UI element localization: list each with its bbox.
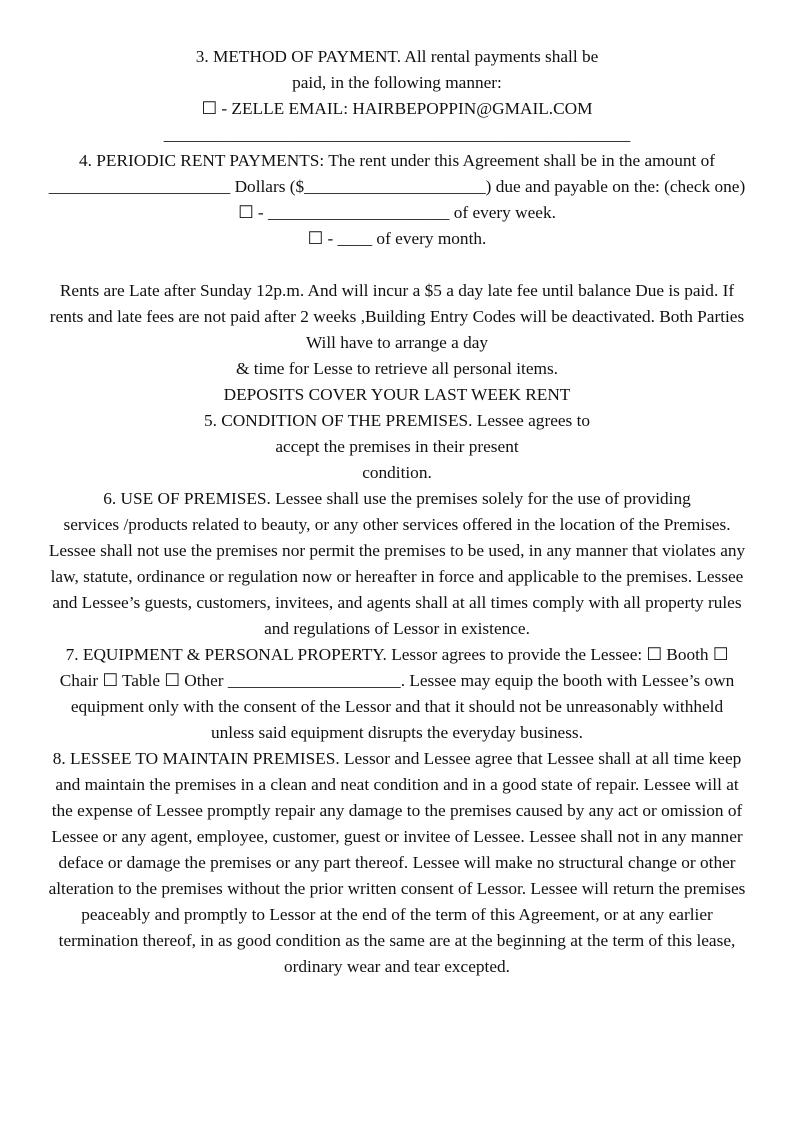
document-line: paid, in the following manner: <box>292 73 502 92</box>
document-line: 6. USE OF PREMISES. Lessee shall use the premises solely for the use of providing <box>103 489 691 508</box>
document-line: rents and late fees are not paid after 2 weeks ,Building Entry Codes will be deactivated. Both Parties <box>49 307 745 326</box>
document-line: Will have to arrange a day <box>305 333 489 352</box>
document-line: law, statute, ordinance or regulation now or hereafter in force and applicable to the premises. Lessee <box>50 567 744 586</box>
document-line: condition. <box>362 463 432 482</box>
document-line: and maintain the premises in a clean and neat condition and in a good state of repair. Lessee will at <box>55 775 739 794</box>
document-line: 4. PERIODIC RENT PAYMENTS: The rent under this Agreement shall be in the amount of <box>79 151 715 170</box>
lease-agreement-text <box>0 44 794 980</box>
document-line: 5. CONDITION OF THE PREMISES. Lessee agrees to <box>203 411 591 430</box>
document-line: Lessee shall not use the premises nor permit the premises to be used, in any manner that violates any <box>48 541 746 560</box>
document-line: Chair ☐ Table ☐ Other ____________________. Lessee may equip the booth with Lessee’s own <box>59 671 735 690</box>
document-line: peaceably and promptly to Lessor at the end of the term of this Agreement, or at any earlier <box>81 905 713 924</box>
document-line: 8. LESSEE TO MAINTAIN PREMISES. Lessor and Lessee agree that Lessee shall at all time keep <box>52 749 742 768</box>
document-line: 7. EQUIPMENT & PERSONAL PROPERTY. Lessor agrees to provide the Lessee: ☐ Booth ☐ <box>65 645 729 664</box>
document-line: _____________________ Dollars ($_____________________) due and payable on the: (check one) <box>48 177 746 196</box>
document-line: termination thereof, in as good condition as the same are at the beginning at the term of this lease, <box>58 931 736 950</box>
document-line: deface or damage the premises or any part thereof. Lessee will make no structural change or other <box>58 853 736 872</box>
document-line: 3. METHOD OF PAYMENT. All rental payments shall be <box>195 47 599 66</box>
document-line: DEPOSITS COVER YOUR LAST WEEK RENT <box>223 385 571 404</box>
document-line: Lessee or any agent, employee, customer, guest or invitee of Lessee. Lessee shall not in any manner <box>51 827 743 846</box>
document-line: ☐ - _____________________ of every week. <box>238 203 556 222</box>
document-line: Rents are Late after Sunday 12p.m. And will incur a $5 a day late fee until balance Due is paid. If <box>59 281 735 300</box>
document-line: accept the premises in their present <box>275 437 519 456</box>
document-line: & time for Lesse to retrieve all personal items. <box>236 359 558 378</box>
document-line: alteration to the premises without the prior written consent of Lessor. Lessee will return the premises <box>48 879 746 898</box>
document-line: ☐ - ____ of every month. <box>307 229 487 248</box>
document-line: services /products related to beauty, or any other services offered in the location of the Premises. <box>63 515 731 534</box>
document-line: and regulations of Lessor in existence. <box>264 619 530 638</box>
blank-line <box>0 252 794 278</box>
document-line: the expense of Lessee promptly repair any damage to the premises caused by any act or omission of <box>51 801 743 820</box>
document-line: unless said equipment disrupts the everyday business. <box>211 723 583 742</box>
document-line: and Lessee’s guests, customers, invitees, and agents shall at all times comply with all property rules <box>52 593 742 612</box>
document-line: equipment only with the consent of the Lessor and that it should not be unreasonably withheld <box>70 697 724 716</box>
document-line: ______________________________________________________ <box>163 125 631 144</box>
document-line: ☐ - ZELLE EMAIL: HAIRBEPOPPIN@GMAIL.COM <box>201 99 593 118</box>
document-line: ordinary wear and tear excepted. <box>284 957 510 976</box>
